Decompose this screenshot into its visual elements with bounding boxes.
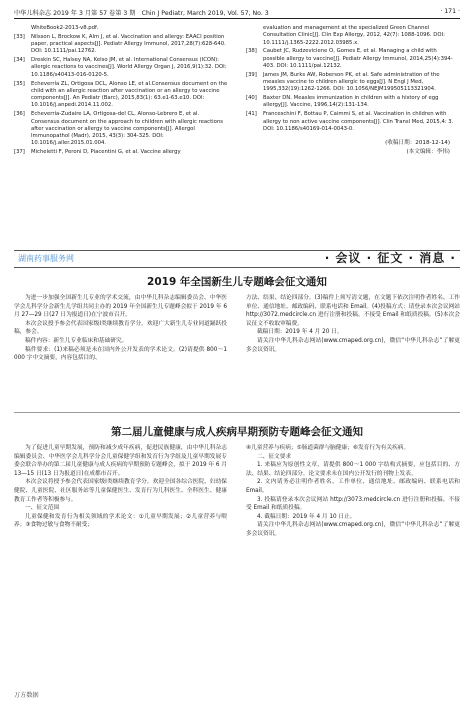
reference-item (14, 57, 228, 79)
reference-number: [39] (246, 71, 257, 78)
notice-1-right-column (246, 294, 460, 354)
reference-number: [37] (14, 149, 25, 156)
notice-2-paragraph: 本次会议将授予参会代表国家级Ⅰ类继续教育学分。欢迎全国各综合医院、妇幼保健院、儿童医院、社区服务站等儿童保健医生、发育行为儿科医生、全科医生、健康教育工作者等积极参与。 (14, 479, 227, 503)
references-right-column (246, 25, 460, 157)
notice-2-paragraph: 4. 截稿日期：2019 年 4 月 10 日止。 (257, 513, 356, 520)
reference-text: Echeverría-Zudaire LA, Ortigosa-del CL, Alonso-Lebrero E, et al. Consensus document on the approach to children with allergic reactions after vaccination or allergy to vaccine components[J]. Allergol Immunopathol (Madr), 2015, 43(3): 304-325. DOI: 10.1016/j.aller.2015.01.004. (31, 111, 223, 147)
header-rule (14, 18, 460, 19)
reference-number (246, 25, 263, 47)
reference-text: WhiteBook2-2013-v8.pdf. (31, 25, 99, 31)
reference-number: [41] (246, 111, 257, 118)
reference-number: [34] (14, 57, 25, 64)
section-divider (14, 412, 460, 413)
notice-2-heading: 一、征文范围 (25, 505, 60, 512)
notice-1-paragraph: 为进一步加强全国新生儿专业的学术交流，由中华儿科杂志编辑委员会、中华医学会儿科学分会新生儿学组共同主办的 2019 年全国新生儿专题峰会拟于 2019 年 6 月 27—29 日(27 日为报道日)在宁波市召开。 (14, 295, 227, 319)
notice-2-left-column (14, 444, 227, 530)
reference-item (14, 34, 228, 56)
footer-source: 万方数据 (14, 692, 39, 699)
reference-item (246, 111, 460, 133)
notice-2-paragraph: 为了促进儿童早期发展，预防和减少成年疾病，促进民族健康，由中华儿科杂志编辑委员会、中华医学会儿科学分会儿童保健学组和发育行为学组及儿童早期发展专委会联合举办的第二届儿童健康与成人疾病的早期预防专题峰会，拟于 2019 年 6 月 13—15 日(13 日为报道日)在成都市召开。 (14, 445, 228, 477)
reference-text: Dreskin SC, Halsey NA, Kelso JM, et al. International Consensus (ICON): allergic reactions to vaccines[J]. World Allergy Organ J, 2016,9(1):32. DOI: 10.1186/s40413-016-0120-5. (31, 57, 227, 78)
notice-1-left-column (14, 294, 227, 363)
editor-credit: (本文编辑：李伟) (406, 149, 450, 156)
reference-number: [33] (14, 33, 25, 40)
reference-text: Nilsson L, Brockow K, Alm J, et al. Vaccination and allergy: EAACI position paper, practical aspects[J]. Pediatr Allergy Immunol, 2017,28(7):628-640. DOI: 10.1111/pai.12762. (31, 33, 226, 55)
notice-2-paragraph: 1. 来稿应为原创性文章，请提供 800～1 000 字结构式摘要，应包括目的、方法、结果、结论四部分。论文要求未在国内公开发行的刊物上发表。 (246, 462, 460, 477)
notice-2-paragraph: 2. 文内请务必注明作者姓名、工作单位、通信地址、邮政编码、联系电话和 Email。 (246, 479, 460, 494)
reference-number: [40] (246, 95, 257, 102)
notice-1-paragraph: 稿件要求：(1)来稿必须是未在国内外公开发表的学术论文。(2)请提供 800～1 000 字中文摘要，内容包括目的、 (14, 346, 227, 362)
reference-text: Caubet JC, Rudzeviciene O, Gomes E, et al. Managing a child with possible allergy to vaccine[J]. Pediatr Allergy Immunol, 2014,25(4):394-403. DOI: 10.1111/pai.12132. (263, 48, 453, 69)
reference-item (14, 25, 228, 32)
notice-2-paragraph: 儿童保健和发育行为相关领域的学术论文：①儿童早期发展；②儿童营养与喂养；③食物过敏与食物不耐受； (14, 513, 227, 529)
reference-text: evaluation and management at the specialized Green Channel Consultation Clinic[J]. Clin Exp Allergy, 2012, 42(7): 1088-1096. DOI: 10.1111/j.1365-2222.2012.03985.x. (263, 25, 445, 46)
notice-1-paragraph: 稿件内容：新生儿专业临床和基础研究。 (25, 337, 128, 344)
notice-1-paragraph: 本次会议授予参会代表国家级Ⅰ类继续教育学分。欢迎广大新生儿专业同道踊跃投稿，参会。 (14, 320, 227, 336)
notice-1-paragraph: 截稿日期：2019 年 4 月 20 日。 (257, 329, 343, 336)
notice-2-heading: 二、征文要求 (257, 453, 292, 460)
reference-item (246, 48, 460, 70)
reference-number (14, 25, 31, 32)
notice-2-paragraph: 请关注中华儿科杂志网站(www.cmaped.org.cn)，微信“中华儿科杂志”了解更多会议资讯。 (246, 522, 460, 537)
reference-number: [36] (14, 111, 25, 118)
received-date (246, 139, 460, 157)
reference-text: Baxter DN. Measles immunization in children with a history of egg allergy[J]. Vaccine, 1996,14(2):131-134. (263, 95, 439, 109)
notice-1-title: 2019 年全国新生儿专题峰会征文通知 (147, 276, 327, 288)
notice-2-right-column (246, 444, 460, 539)
reference-item (246, 25, 460, 47)
reference-text: Echeverría ZL, Ortigosa DCL, Alonso LE, et al.Consensus document on the child with an allergic reaction after vaccination or an allergy to vaccine components[J]. An Pediatr (Barc), 2015,83(1): 63.e1-63.e10. DOI: 10.1016/j.anpedi.2014.11.002. (31, 80, 228, 109)
reference-text: Micheletti F, Peroni D, Piacentini G, et al. Vaccine allergy (31, 149, 181, 156)
notice-2-paragraph: 3. 投稿请登录本次会议网站 http://3073.medcircle.cn 进行注册和投稿。不接受 Email 和纸质投稿。 (246, 496, 460, 512)
reference-item (14, 111, 228, 147)
received-date-text: (收稿日期：2018-12-14) (385, 140, 450, 147)
notice-2-paragraph: ④儿童营养与疾病；⑤肠道菌群与脑健康；⑥发育行为有关疾病。 (246, 445, 410, 451)
reference-number: [35] (14, 80, 25, 87)
running-header-journal: 中华儿科杂志 2019 年 3 月第 57 卷第 3 期 Chin J Pediatr, March 2019, Vol. 57, No. 3 (14, 10, 269, 17)
reference-item (14, 81, 228, 110)
reference-item (246, 72, 460, 94)
reference-text: Franceschini F, Bottau P, Caimmi S, et al. Vaccination in children with allergy to non active vaccine components[J]. Clin Transl Med, 2015,4: 3. DOI: 10.1186/s40169-014-0043-0. (263, 111, 454, 132)
reference-item (14, 149, 228, 156)
references-left-column (14, 25, 228, 158)
page-number: · 171 · (440, 8, 460, 15)
reference-item (246, 95, 460, 110)
section-title: · 会议 · 征文 · 消息 · (324, 251, 456, 265)
notice-1-paragraph: 方法、结果、结论四部分。(3)稿件上须写清文题，在文题下依次注明作者姓名、工作单位、通信地址、邮政编码、联系电话和 Email。(4)投稿方式：请登录本次会议网站 http://3072.medcircle.cn 进行注册和投稿。不接受 Email 和纸质投稿。(5)本次会议征文不收取审稿费。 (246, 295, 460, 327)
watermark-text: 湖南药事服务网 (18, 254, 74, 263)
notice-2-title: 第二届儿童健康与成人疾病早期预防专题峰会征文通知 (111, 426, 363, 438)
notice-1-paragraph: 请关注中华儿科杂志网站(www.cmaped.org.cn)，微信“中华儿科杂志”了解更多会议资讯。 (246, 337, 460, 353)
reference-number: [38] (246, 48, 257, 55)
reference-text: James JM, Burks AW, Roberson PK, et al. Safe administration of the measles vaccine to children allergic to eggs[J]. N Engl J Med, 1995,332(19):1262-1266. DOI: 10.1056/NEJM199505113321904. (263, 71, 440, 93)
